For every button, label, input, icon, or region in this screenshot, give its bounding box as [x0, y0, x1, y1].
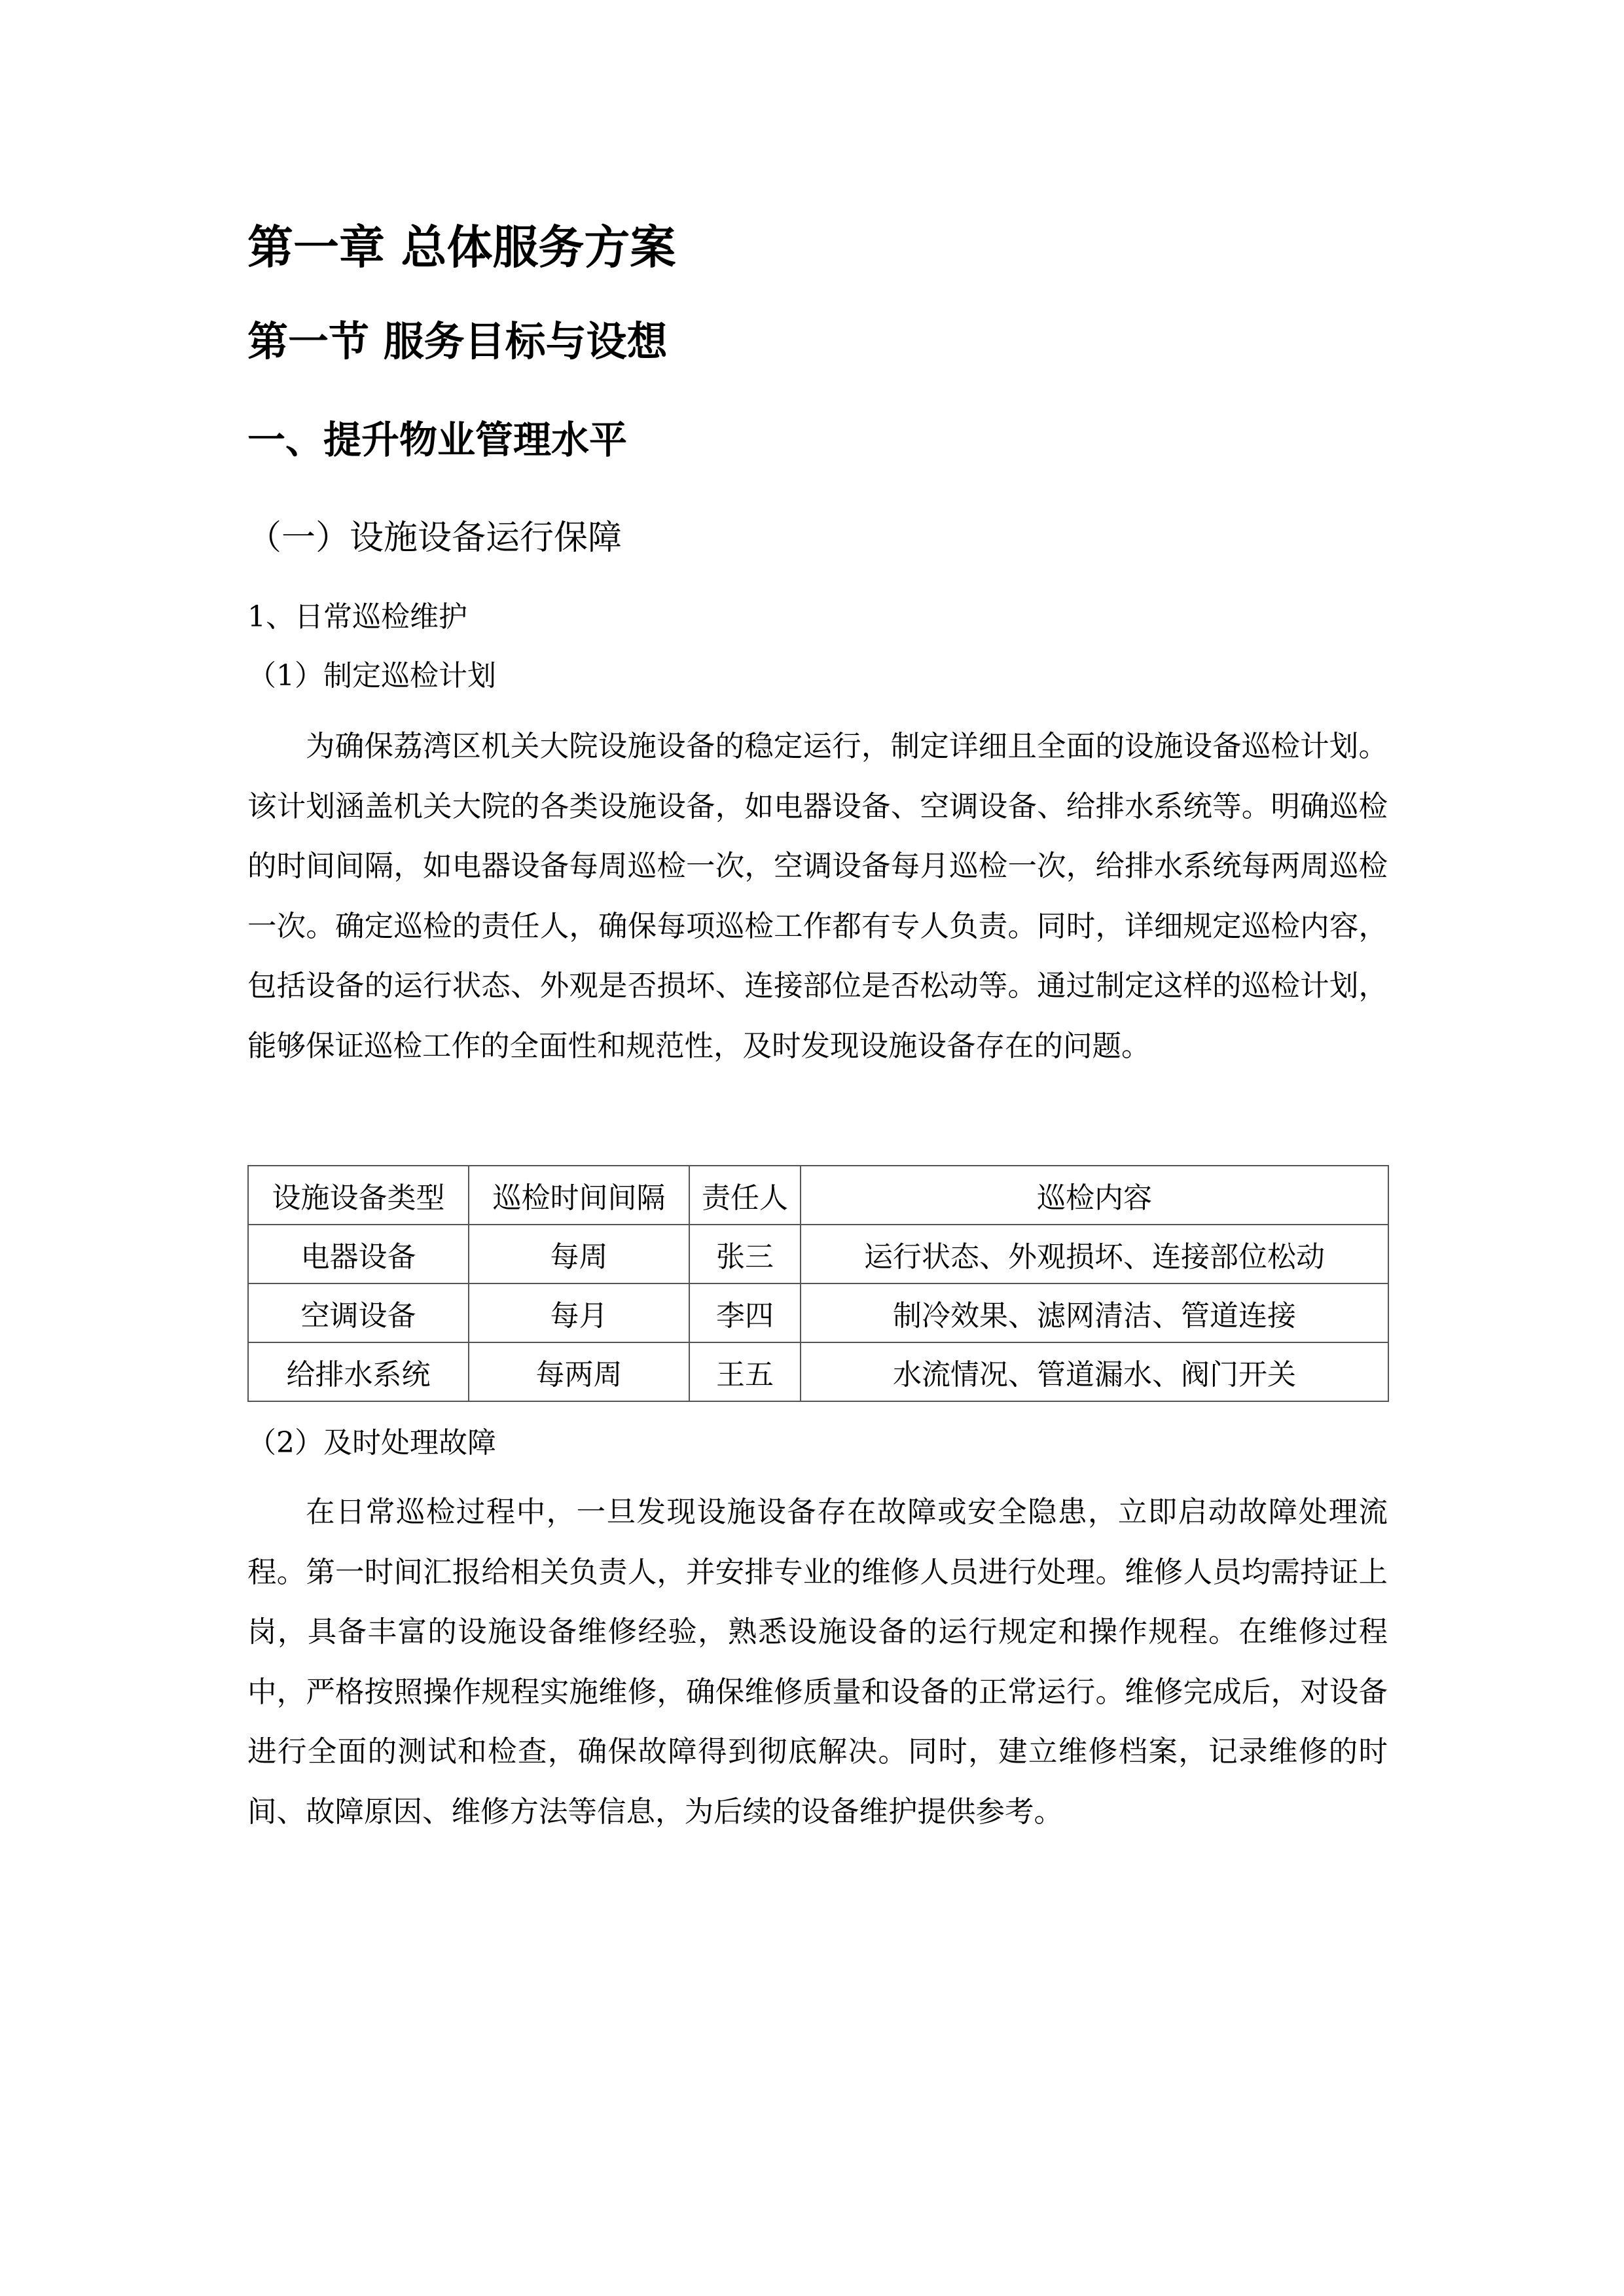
paragraph-fault-handling: 在日常巡检过程中，一旦发现设施设备存在故障或安全隐患，立即启动故障处理流程。第一时间汇报给相关负责人，并安排专业的维修人员进行处理。维修人员均需持证上岗，具备丰富的设施设备维修经验，熟悉设施设备的运行规定和操作规程。在维修过程中，严格按照操作规程实施维修，确保维修质量和设备的正常运行。维修完成后，对设备进行全面的测试和检查，确保故障得到彻底解决。同时，建立维修档案，记录维修的时间、故障原因、维修方法等信息，为后续的设备维护提供参考。: [247, 1496, 1388, 1829]
table-cell: 空调设备: [248, 1283, 469, 1342]
table-cell: 电器设备: [248, 1225, 469, 1283]
table-header-cell: 设施设备类型: [248, 1166, 469, 1225]
table-cell: 王五: [689, 1342, 801, 1401]
table-cell: 水流情况、管道漏水、阀门开关: [801, 1342, 1388, 1401]
table-cell: 每周: [469, 1225, 689, 1283]
table-header-cell: 巡检内容: [801, 1166, 1388, 1225]
table-cell: 运行状态、外观损坏、连接部位松动: [801, 1225, 1388, 1283]
table-cell: 每两周: [469, 1342, 689, 1401]
table-row: [248, 1283, 1388, 1342]
section-title: 第一节 服务目标与设想: [247, 317, 668, 365]
item-title: 1、日常巡检维护: [247, 600, 467, 634]
inspection-table: [247, 1165, 1389, 1402]
subitem-title-fault: （2）及时处理故障: [247, 1426, 496, 1460]
table-cell: 给排水系统: [248, 1342, 469, 1401]
table-header-cell: 责任人: [689, 1166, 801, 1225]
table-header-cell: 巡检时间间隔: [469, 1166, 689, 1225]
subitem-title-plan: （1）制定巡检计划: [247, 659, 496, 692]
table-cell: 制冷效果、滤网清洁、管道连接: [801, 1283, 1388, 1342]
chapter-title: 第一章 总体服务方案: [247, 221, 676, 274]
table-cell: 每月: [469, 1283, 689, 1342]
subsubsection-title: （一）设施设备运行保障: [247, 518, 623, 558]
table-header-row: [248, 1166, 1388, 1225]
table-row: [248, 1225, 1388, 1283]
table-cell: 李四: [689, 1283, 801, 1342]
paragraph-inspection-plan: 为确保荔湾区机关大院设施设备的稳定运行，制定详细且全面的设施设备巡检计划。该计划涵盖机关大院的各类设施设备，如电器设备、空调设备、给排水系统等。明确巡检的时间间隔，如电器设备每周巡检一次，空调设备每月巡检一次，给排水系统每两周巡检一次。确定巡检的责任人，确保每项巡检工作都有专人负责。同时，详细规定巡检内容，包括设备的运行状态、外观是否损坏、连接部位是否松动等。通过制定这样的巡检计划，能够保证巡检工作的全面性和规范性，及时发现设施设备存在的问题。: [247, 730, 1388, 1063]
table-cell: 张三: [689, 1225, 801, 1283]
table-row: [248, 1342, 1388, 1401]
subsection-title: 一、提升物业管理水平: [247, 418, 628, 462]
